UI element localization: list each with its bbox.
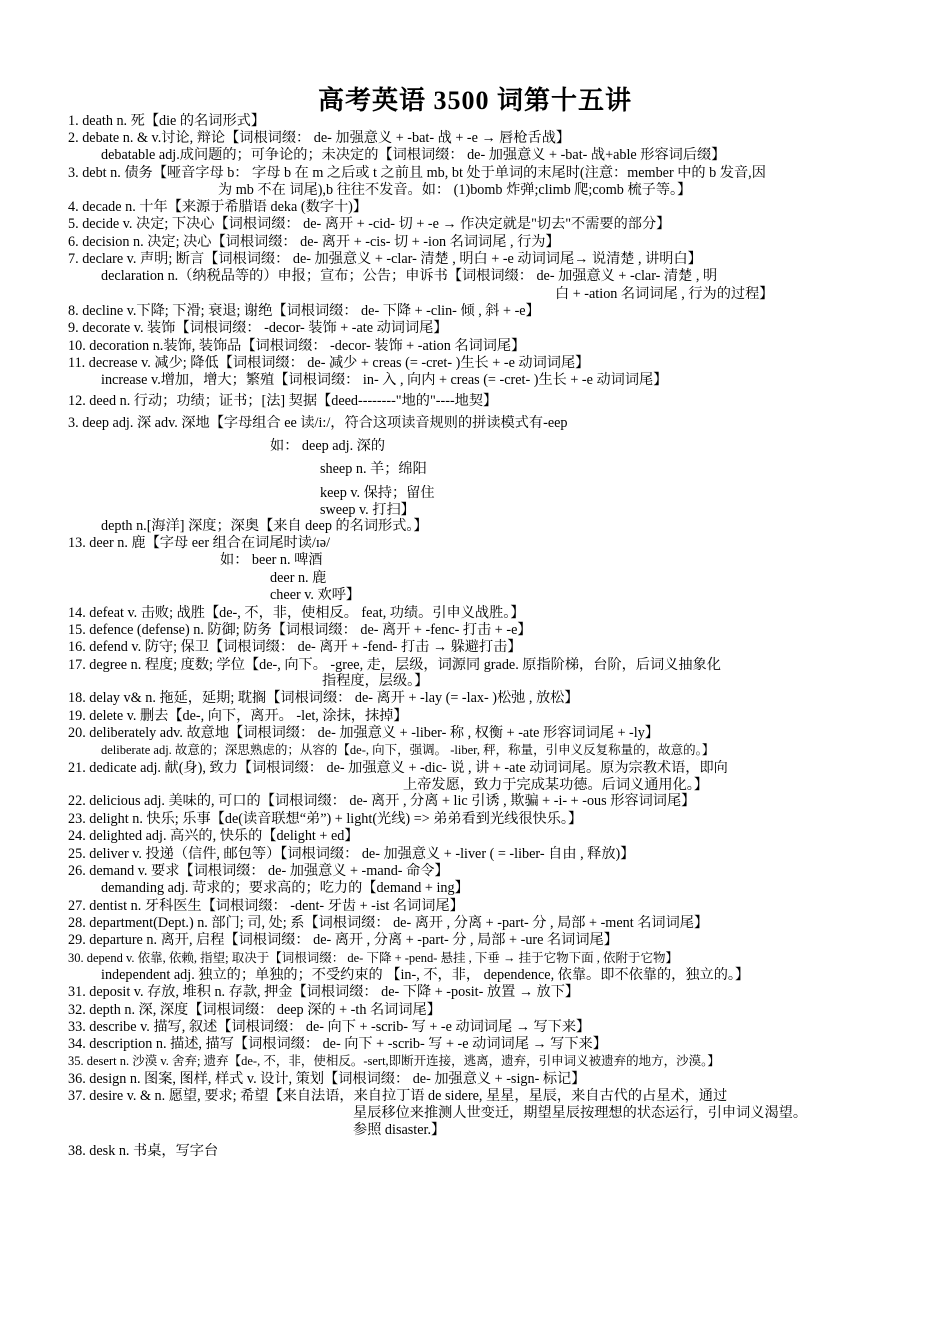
entry-line: 21. dedicate adj. 献(身), 致力【词根词缀： de- 加强意义 + -dic- 说 , 讲 + -ate 动词词尾。原为宗教术语，即向	[68, 760, 728, 776]
entry-line: 12. deed n. 行动；功绩；证书；[法] 契据【deed--------"地的"----地契】	[68, 393, 498, 409]
entry-line: 27. dentist n. 牙科医生【词根词缀： -dent- 牙齿 + -ist 名词词尾】	[68, 898, 464, 914]
entry-line: 36. design n. 图案, 图样, 样式 v. 设计, 策划【词根词缀： de- 加强意义 + -sign- 标记】	[68, 1071, 586, 1087]
entry-line: declaration n.（纳税品等的）申报；宣布；公告；申诉书【词根词缀： de- 加强意义 + -clar- 清楚 , 明	[101, 268, 718, 284]
entry-line: independent adj. 独立的；单独的；不受约束的 【in-, 不，非， dependence, 依靠。即不依靠的，独立的。】	[101, 967, 750, 983]
entry-line: 37. desire v. & n. 愿望, 要求; 希望【来自法语，来自拉丁语 de sidere, 星星，星辰，来自古代的占星术，通过	[68, 1088, 728, 1104]
entry-line: 13. deer n. 鹿【字母 eer 组合在词尾时读/ɪə/	[68, 535, 331, 551]
entry-line: cheer v. 欢呼】	[270, 587, 361, 603]
entry-line: 19. delete v. 删去【de-, 向下，离开。 -let, 涂抹，抹掉】	[68, 708, 408, 724]
entry-line: 16. defend v. 防守; 保卫【词根词缀： de- 离开 + -fend- 打击 → 躲避打击】	[68, 639, 522, 655]
entry-line: debatable adj.成问题的；可争论的；未决定的【词根词缀： de- 加强意义 + -bat- 战+able 形容词后缀】	[101, 147, 726, 163]
entry-line: 30. depend v. 依靠, 依赖, 指望; 取决于【词根词缀： de- 下降 + -pend- 悬挂 , 下垂 → 挂于它物下面 , 依附于它物】	[68, 951, 679, 965]
entry-line: 35. desert n. 沙漠 v. 舍弃; 遗弃【de-, 不，非，使相反。-sert,即断开连接，逃离，遗弃，引申词义被遗弃的地方，沙漠。】	[68, 1054, 720, 1068]
entry-line: demanding adj. 苛求的；要求高的；吃力的【demand + ing】	[101, 880, 469, 896]
entry-line: keep v. 保持；留住	[320, 485, 435, 501]
entry-line: 22. delicious adj. 美味的, 可口的【词根词缀： de- 离开 , 分离 + lic 引诱 , 欺骗 + -i- + -ous 形容词词尾】	[68, 793, 696, 809]
entry-line: 24. delighted adj. 高兴的, 快乐的【delight + ed】	[68, 828, 359, 844]
entry-line: 32. depth n. 深, 深度【词根词缀： deep 深的 + -th 名词词尾】	[68, 1002, 441, 1018]
entry-line: 18. delay v& n. 拖延，延期; 耽搁【词根词缀： de- 离开 + -lay (= -lax- )松弛 , 放松】	[68, 690, 579, 706]
entry-line: 33. describe v. 描写, 叙述【词根词缀： de- 向下 + -scrib- 写 + -e 动词词尾 → 写下来】	[68, 1019, 591, 1035]
entry-line: 星辰移位来推测人世变迁，期望星辰按理想的状态运行，引申词义渴望。	[353, 1105, 808, 1121]
page-title: 高考英语 3500 词第十五讲	[317, 86, 632, 115]
entry-line: 4. decade n. 十年【来源于希腊语 deka (数字十)】	[68, 199, 368, 215]
entry-line: 为 mb 不在 词尾),b 往往不发音。如： (1)bomb 炸弹;climb 爬;comb 梳子等。】	[218, 182, 692, 198]
entry-line: 9. decorate v. 装饰【词根词缀： -decor- 装饰 + -ate 动词词尾】	[68, 320, 448, 336]
entry-line: 白 + -ation 名词词尾 , 行为的过程】	[555, 286, 774, 302]
entry-line: 3. debt n. 债务【哑音字母 b： 字母 b 在 m 之后或 t 之前且 mb, bt 处于单词的末尾时(注意：member 中的 b 发音,因	[68, 165, 766, 181]
entry-line: 20. deliberately adv. 故意地【词根词缀： de- 加强意义 + -liber- 称 , 权衡 + -ate 形容词词尾 + -ly】	[68, 725, 659, 741]
entry-line: 如： beer n. 啤酒	[220, 552, 323, 568]
entry-line: 1. death n. 死【die 的名词形式】	[68, 113, 266, 129]
entry-line: sweep v. 打扫】	[320, 502, 415, 518]
entry-line: 指程度，层级。】	[322, 673, 429, 689]
entry-line: 3. deep adj. 深 adv. 深地【字母组合 ee 读/i:/，符合这项读音规则的拼读模式有-eep	[68, 415, 568, 431]
entry-line: 29. departure n. 离开, 启程【词根词缀： de- 离开 , 分离 + -part- 分 , 局部 + -ure 名词词尾】	[68, 932, 618, 948]
entry-line: 26. demand v. 要求【词根词缀： de- 加强意义 + -mand- 命令】	[68, 863, 449, 879]
entry-line: 11. decrease v. 减少; 降低【词根词缀： de- 减少 + creas (= -cret- )生长 + -e 动词词尾】	[68, 355, 590, 371]
entry-line: 14. defeat v. 击败; 战胜【de-, 不，非，使相反。 feat, 功绩。引申义战胜。】	[68, 605, 525, 621]
entry-line: deliberate adj. 故意的；深思熟虑的；从容的【de-, 向下，强调。 -liber, 秤，称量，引申义反复称量的，故意的。】	[101, 743, 715, 757]
entry-line: 2. debate n. & v.讨论, 辩论【词根词缀： de- 加强意义 + -bat- 战 + -e → 唇枪舌战】	[68, 130, 571, 146]
entry-line: 17. degree n. 程度; 度数; 学位【de-, 向下。 -gree, 走，层级，词源同 grade. 原指阶梯，台阶，后词义抽象化	[68, 657, 721, 673]
entry-line: 38. desk n. 书桌，写字台	[68, 1143, 219, 1159]
entry-line: 参照 disaster.】	[353, 1122, 446, 1138]
entry-line: 如： deep adj. 深的	[270, 438, 386, 454]
entry-line: deer n. 鹿	[270, 570, 327, 586]
entry-line: depth n.[海洋] 深度；深奥【来自 deep 的名词形式。】	[101, 518, 428, 534]
entry-line: 34. description n. 描述, 描写【词根词缀： de- 向下 + -scrib- 写 + -e 动词词尾 → 写下来】	[68, 1036, 607, 1052]
entry-line: 31. deposit v. 存放, 堆积 n. 存款, 押金【词根词缀： de- 下降 + -posit- 放置 → 放下】	[68, 984, 580, 1000]
entry-line: 23. delight n. 快乐; 乐事【de(读音联想“弟”) + light(光线) => 弟弟看到光线很快乐。】	[68, 811, 583, 827]
entry-line: 6. decision n. 决定; 决心【词根词缀： de- 离开 + -cis- 切 + -ion 名词词尾 , 行为】	[68, 234, 560, 250]
entry-line: increase v.增加，增大；繁殖【词根词缀： in- 入 , 向内 + creas (= -cret- )生长 + -e 动词词尾】	[101, 372, 668, 388]
entry-line: 上帝发愿，致力于完成某功德。后词义通用化。】	[403, 777, 709, 793]
entry-line: 10. decoration n.装饰, 装饰品【词根词缀： -decor- 装饰 + -ation 名词词尾】	[68, 338, 526, 354]
entry-line: 7. declare v. 声明; 断言【词根词缀： de- 加强意义 + -clar- 清楚 , 明白 + -e 动词词尾→ 说清楚 , 讲明白】	[68, 251, 702, 267]
entry-line: 25. deliver v. 投递（信件, 邮包等）【词根词缀： de- 加强意义 + -liver ( = -liber- 自由 , 释放)】	[68, 846, 635, 862]
entry-line: 15. defence (defense) n. 防御; 防务【词根词缀： de- 离开 + -fenc- 打击 + -e】	[68, 622, 532, 638]
entry-line: 28. department(Dept.) n. 部门; 司, 处; 系【词根词缀： de- 离开 , 分离 + -part- 分 , 局部 + -ment 名词词尾】	[68, 915, 709, 931]
entry-line: 8. decline v.下降; 下滑; 衰退; 谢绝【词根词缀： de- 下降 + -clin- 倾 , 斜 + -e】	[68, 303, 540, 319]
entry-line: 5. decide v. 决定; 下决心【词根词缀： de- 离开 + -cid- 切 + -e → 作决定就是"切去"不需要的部分】	[68, 216, 671, 232]
entry-line: sheep n. 羊；绵阳	[320, 461, 427, 477]
